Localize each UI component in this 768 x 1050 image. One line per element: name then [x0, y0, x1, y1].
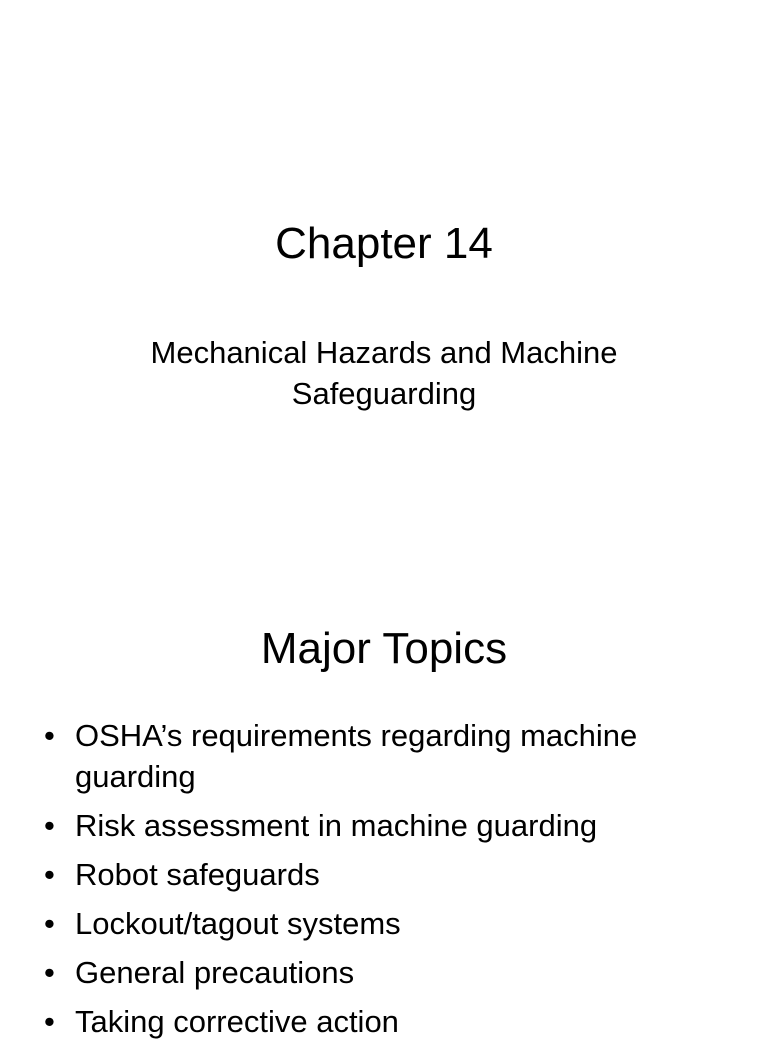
bullet-icon: •	[44, 1004, 55, 1039]
chapter-subtitle: Mechanical Hazards and Machine Safeguarding	[150, 335, 618, 411]
list-item	[44, 1001, 744, 1042]
bullet-icon: •	[44, 857, 55, 892]
list-item	[44, 903, 744, 944]
bullet-icon: •	[44, 718, 55, 753]
topic-text: Taking corrective action	[75, 1004, 399, 1039]
bullet-icon: •	[44, 955, 55, 990]
list-item	[44, 952, 744, 993]
list-item	[44, 854, 744, 895]
bullet-icon: •	[44, 906, 55, 941]
chapter-title: Chapter 14	[275, 219, 493, 268]
topic-text: General precautions	[75, 955, 355, 990]
topic-text: OSHA’s requirements regarding machine guarding	[75, 718, 638, 794]
topic-text: Risk assessment in machine guarding	[75, 808, 598, 843]
major-topics-title: Major Topics	[260, 624, 508, 673]
list-item	[44, 715, 744, 797]
topic-text: Lockout/tagout systems	[75, 906, 401, 941]
topics-list	[44, 715, 744, 1050]
topic-text: Robot safeguards	[75, 857, 320, 892]
list-item	[44, 805, 744, 846]
bullet-icon: •	[44, 808, 55, 843]
